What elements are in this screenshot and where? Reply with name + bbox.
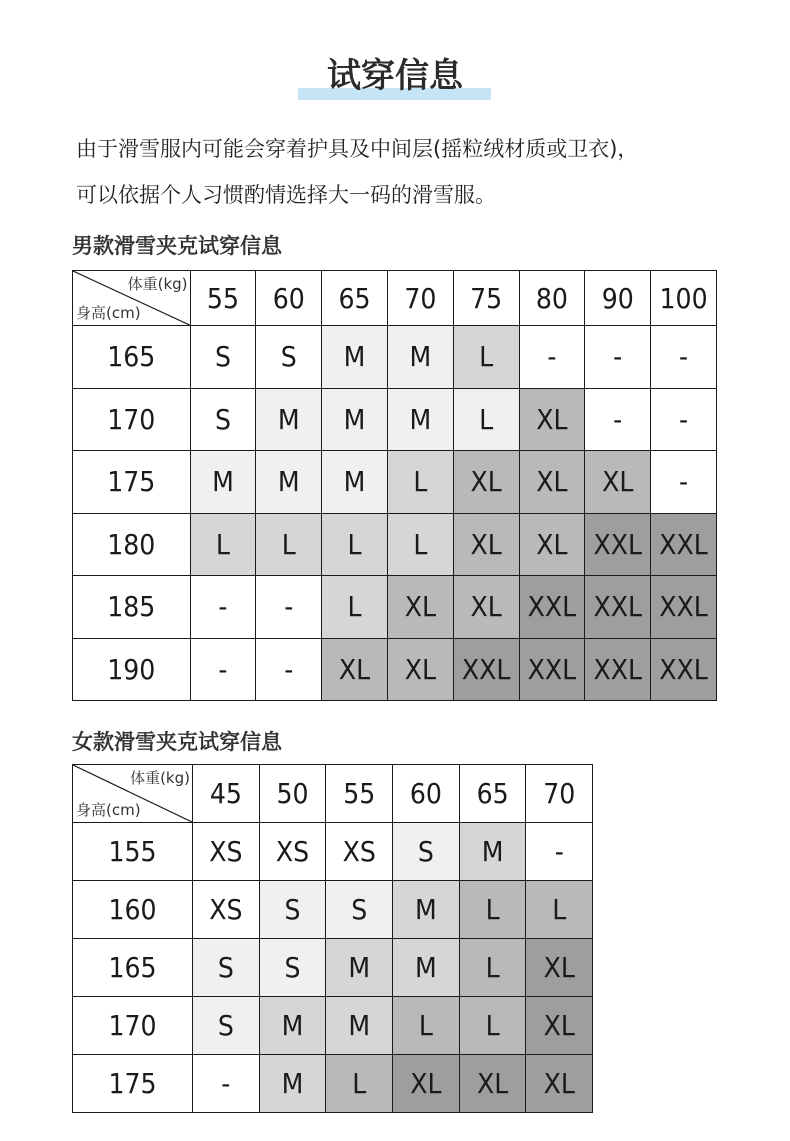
weight-header-cell: 55 [190, 271, 256, 326]
size-cell: XL [322, 638, 388, 701]
size-cell: L [459, 881, 526, 939]
table-row [73, 576, 717, 639]
weight-axis-label: 体重(kg) [130, 769, 190, 787]
table-row [73, 638, 717, 701]
size-cell: XL [519, 513, 585, 576]
table-row [73, 881, 593, 939]
women-size-table [72, 764, 593, 1113]
height-row-header: 190 [73, 638, 191, 701]
size-cell: M [256, 451, 322, 514]
weight-header-cell: 70 [387, 271, 453, 326]
weight-header-cell: 75 [453, 271, 519, 326]
weight-header-cell: 90 [585, 271, 651, 326]
size-cell: M [190, 451, 256, 514]
height-row-header: 165 [73, 326, 191, 389]
height-row-header: 175 [73, 1055, 193, 1113]
size-cell: - [519, 326, 585, 389]
height-row-header: 155 [73, 823, 193, 881]
size-cell: - [526, 823, 593, 881]
table-row [73, 326, 717, 389]
header-row [73, 765, 593, 823]
size-cell: - [651, 451, 717, 514]
weight-header-cell: 80 [519, 271, 585, 326]
size-cell: XXL [585, 576, 651, 639]
height-row-header: 175 [73, 451, 191, 514]
height-axis-label: 身高(cm) [76, 801, 141, 819]
height-row-header: 185 [73, 576, 191, 639]
size-cell: XXL [585, 638, 651, 701]
size-cell: M [322, 451, 388, 514]
size-cell: M [387, 326, 453, 389]
size-cell: L [322, 513, 388, 576]
size-cell: XL [519, 388, 585, 451]
intro-text [76, 126, 776, 218]
size-cell: XXL [519, 638, 585, 701]
size-cell: L [326, 1055, 393, 1113]
size-cell: M [459, 823, 526, 881]
size-cell: XL [393, 1055, 460, 1113]
size-cell: M [322, 326, 388, 389]
weight-header-cell: 55 [326, 765, 393, 823]
size-cell: M [259, 1055, 326, 1113]
height-axis-label: 身高(cm) [76, 304, 141, 322]
table-row [73, 513, 717, 576]
size-cell: XL [453, 451, 519, 514]
size-cell: L [387, 451, 453, 514]
size-cell: M [387, 388, 453, 451]
weight-axis-label: 体重(kg) [127, 275, 188, 293]
weight-header-cell: 60 [393, 765, 460, 823]
height-row-header: 170 [73, 388, 191, 451]
size-cell: XL [526, 1055, 593, 1113]
size-cell: XL [453, 576, 519, 639]
size-cell: - [190, 576, 256, 639]
height-row-header: 165 [73, 939, 193, 997]
intro-line-1: 由于滑雪服内可能会穿着护具及中间层(摇粒绒材质或卫衣)， [76, 137, 639, 161]
size-cell: XL [453, 513, 519, 576]
size-cell: XXL [519, 576, 585, 639]
size-cell: M [259, 997, 326, 1055]
size-cell: - [256, 638, 322, 701]
size-cell: M [393, 881, 460, 939]
table-row [73, 1055, 593, 1113]
size-cell: S [193, 997, 260, 1055]
size-cell: XS [326, 823, 393, 881]
corner-cell [73, 765, 193, 823]
size-cell: S [190, 326, 256, 389]
size-cell: S [259, 939, 326, 997]
height-row-header: 160 [73, 881, 193, 939]
size-cell: L [387, 513, 453, 576]
size-cell: L [453, 326, 519, 389]
size-cell: XL [526, 939, 593, 997]
table-row [73, 939, 593, 997]
height-row-header: 180 [73, 513, 191, 576]
corner-cell [73, 271, 191, 326]
men-section-title: 男款滑雪夹克试穿信息 [72, 234, 282, 258]
size-cell: XS [193, 881, 260, 939]
size-cell: XXL [651, 638, 717, 701]
size-cell: L [322, 576, 388, 639]
size-cell: L [526, 881, 593, 939]
size-cell: XL [526, 997, 593, 1055]
size-cell: - [256, 576, 322, 639]
size-cell: XXL [585, 513, 651, 576]
size-cell: XL [387, 638, 453, 701]
size-cell: XS [259, 823, 326, 881]
size-cell: - [585, 326, 651, 389]
size-cell: L [459, 997, 526, 1055]
page-title: 试穿信息 [327, 56, 463, 96]
weight-header-cell: 100 [651, 271, 717, 326]
size-cell: - [193, 1055, 260, 1113]
men-size-table [72, 270, 717, 701]
size-cell: S [393, 823, 460, 881]
size-cell: M [393, 939, 460, 997]
size-cell: XL [459, 1055, 526, 1113]
size-cell: S [259, 881, 326, 939]
weight-header-cell: 65 [322, 271, 388, 326]
size-cell: L [393, 997, 460, 1055]
weight-header-cell: 50 [259, 765, 326, 823]
weight-header-cell: 45 [193, 765, 260, 823]
size-cell: M [326, 939, 393, 997]
table-row [73, 823, 593, 881]
size-cell: - [651, 326, 717, 389]
intro-line-2: 可以依据个人习惯酌情选择大一码的滑雪服。 [76, 183, 496, 207]
size-cell: M [256, 388, 322, 451]
size-cell: XL [585, 451, 651, 514]
size-cell: L [190, 513, 256, 576]
size-cell: XL [519, 451, 585, 514]
title-area [0, 52, 790, 108]
height-row-header: 170 [73, 997, 193, 1055]
size-cell: L [256, 513, 322, 576]
size-cell: XL [387, 576, 453, 639]
size-cell: S [190, 388, 256, 451]
header-row [73, 271, 717, 326]
size-cell: XXL [453, 638, 519, 701]
size-cell: S [326, 881, 393, 939]
weight-header-cell: 60 [256, 271, 322, 326]
size-cell: - [585, 388, 651, 451]
size-cell: S [193, 939, 260, 997]
size-cell: XS [193, 823, 260, 881]
size-cell: S [256, 326, 322, 389]
size-cell: XXL [651, 513, 717, 576]
size-cell: M [326, 997, 393, 1055]
table-row [73, 997, 593, 1055]
size-cell: M [322, 388, 388, 451]
table-row [73, 388, 717, 451]
weight-header-cell: 65 [459, 765, 526, 823]
weight-header-cell: 70 [526, 765, 593, 823]
size-cell: - [190, 638, 256, 701]
size-cell: L [453, 388, 519, 451]
size-cell: XXL [651, 576, 717, 639]
size-cell: L [459, 939, 526, 997]
size-cell: - [651, 388, 717, 451]
table-row [73, 451, 717, 514]
women-section-title: 女款滑雪夹克试穿信息 [72, 730, 282, 754]
